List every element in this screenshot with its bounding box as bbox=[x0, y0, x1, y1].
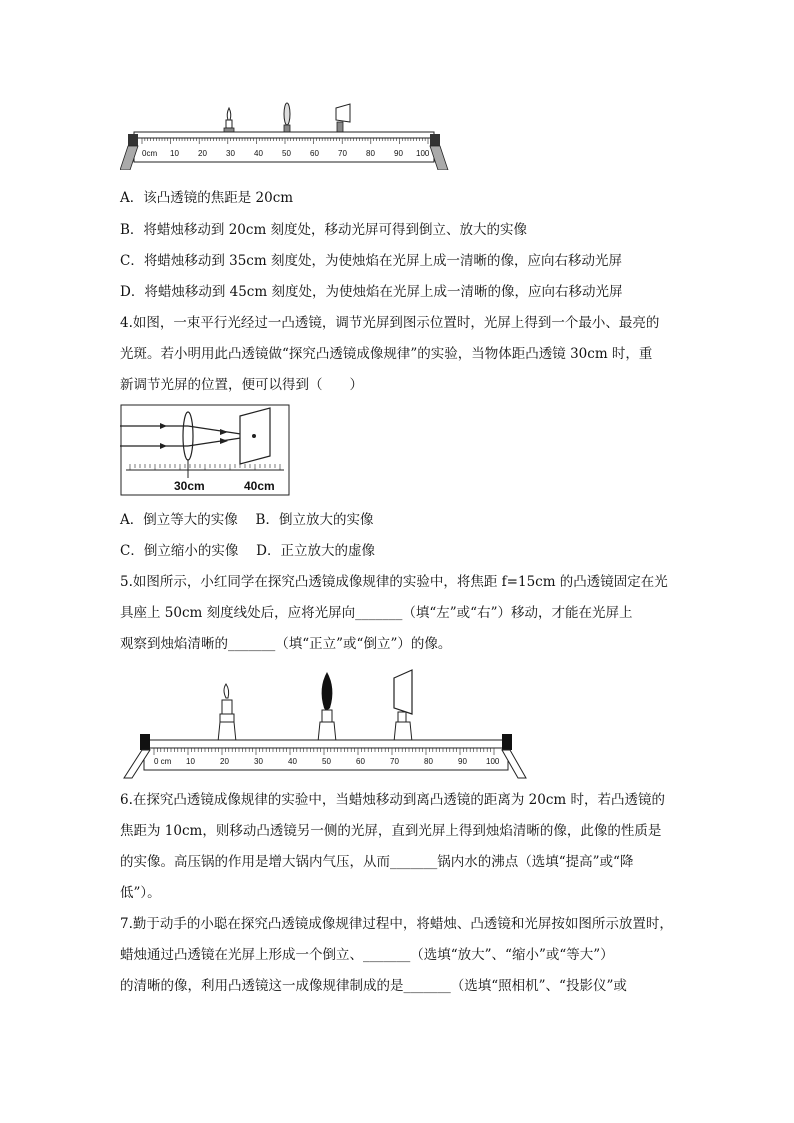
option-a: A．该凸透镜的焦距是 20cm bbox=[120, 190, 294, 206]
question-4-options-row-2: C．倒立缩小的实像 D．正立放大的虚像 bbox=[120, 543, 375, 559]
scale-label: 20 bbox=[220, 757, 229, 766]
question-6-line-2: 焦距为 10cm，则移动凸透镜另一侧的光屏，直到光屏上得到烛焰清晰的像，此像的性质是 bbox=[120, 823, 662, 839]
question-7-line-1: 7.勤于动手的小聪在探究凸透镜成像规律过程中，将蜡烛、凸透镜和光屏按如图所示放置时， bbox=[120, 916, 673, 932]
scale-label: 80 bbox=[366, 149, 375, 158]
scale-label: 30 bbox=[226, 149, 235, 158]
question-7-line-2: 蜡烛通过凸透镜在光屏上形成一个倒立、_______（选填“放大”、“缩小”或“等大”） bbox=[120, 947, 614, 963]
optical-bench-figure-1 bbox=[120, 98, 450, 170]
light-screen-icon bbox=[336, 104, 350, 133]
scale-label: 0cm bbox=[142, 149, 158, 158]
scale-label: 50 bbox=[322, 757, 331, 766]
scale-label: 10 bbox=[186, 757, 195, 766]
convex-lens-icon bbox=[284, 103, 290, 133]
convex-lens-icon bbox=[183, 412, 193, 460]
bench-rail bbox=[134, 132, 434, 138]
scale-label: 40 bbox=[254, 149, 263, 158]
scale-label: 10 bbox=[170, 149, 179, 158]
question-6-line-3: 的实像。高压锅的作用是增大锅内气压，从而_______锅内水的沸点（选填“提高”或“降 bbox=[120, 854, 634, 870]
scale-label: 80 bbox=[424, 757, 433, 766]
scale-label: 0 cm bbox=[154, 757, 172, 766]
bench-end-right bbox=[502, 734, 512, 750]
bench-rail bbox=[144, 740, 508, 748]
light-screen-icon bbox=[394, 670, 412, 742]
focal-length-figure bbox=[120, 404, 290, 496]
scale-label: 70 bbox=[390, 757, 399, 766]
question-5-line-3: 观察到烛焰清晰的_______（填“正立”或“倒立”）的像。 bbox=[120, 636, 452, 652]
scale-label: 90 bbox=[394, 149, 403, 158]
question-5-line-2: 具座上 50cm 刻度线处后，应将光屏向_______（填“左”或“右”）移动，才能在光屏上 bbox=[120, 605, 633, 621]
question-5-line-1: 5.如图所示，小红同学在探究凸透镜成像规律的实验中，将焦距 f=15cm 的凸透镜固定在光 bbox=[120, 574, 668, 590]
scale-label: 40 bbox=[288, 757, 297, 766]
option-b: B．将蜡烛移动到 20cm 刻度处，移动光屏可得到倒立、放大的实像 bbox=[120, 222, 528, 238]
option-d: D．将蜡烛移动到 45cm 刻度处，为使烛焰在光屏上成一清晰的像，应向右移动光屏 bbox=[120, 284, 623, 300]
candle-icon bbox=[224, 108, 234, 133]
label-30cm: 30cm bbox=[174, 479, 205, 493]
bench-end-left bbox=[128, 134, 138, 146]
bench-end-left bbox=[140, 734, 150, 750]
scale-label: 30 bbox=[254, 757, 263, 766]
option-c: C．将蜡烛移动到 35cm 刻度处，为使烛焰在光屏上成一清晰的像，应向右移动光屏 bbox=[120, 253, 622, 269]
question-6-line-1: 6.在探究凸透镜成像规律的实验中，当蜡烛移动到离凸透镜的距离为 20cm 时，若凸透镜的 bbox=[120, 792, 666, 808]
scale-label: 60 bbox=[310, 149, 319, 158]
question-4-options-row-1: A．倒立等大的实像 B．倒立放大的实像 bbox=[120, 512, 374, 528]
scale-label: 50 bbox=[282, 149, 291, 158]
scale-label: 20 bbox=[198, 149, 207, 158]
scale-label: 60 bbox=[356, 757, 365, 766]
candle-icon bbox=[218, 684, 236, 742]
question-4-line-2: 光斑。若小明用此凸透镜做“探究凸透镜成像规律”的实验，当物体距凸透镜 30cm 时，重 bbox=[120, 346, 653, 362]
scale-label: 100 bbox=[416, 149, 430, 158]
scale-label: 70 bbox=[338, 149, 347, 158]
bench-end-right bbox=[430, 134, 440, 146]
scale-label: 100 bbox=[486, 757, 500, 766]
optical-bench-figure-5 bbox=[120, 668, 530, 780]
scale-label: 90 bbox=[458, 757, 467, 766]
question-7-line-3: 的清晰的像，利用凸透镜这一成像规律制成的是_______（选填“照相机”、“投影仪”或 bbox=[120, 978, 627, 994]
question-4-line-1: 4.如图，一束平行光经过一凸透镜，调节光屏到图示位置时，光屏上得到一个最小、最亮的 bbox=[120, 315, 660, 331]
convex-lens-icon bbox=[318, 672, 336, 742]
label-40cm: 40cm bbox=[244, 479, 275, 493]
question-6-line-4: 低”）。 bbox=[120, 885, 161, 901]
question-4-line-3: 新调节光屏的位置，便可以得到（ ） bbox=[120, 377, 363, 393]
